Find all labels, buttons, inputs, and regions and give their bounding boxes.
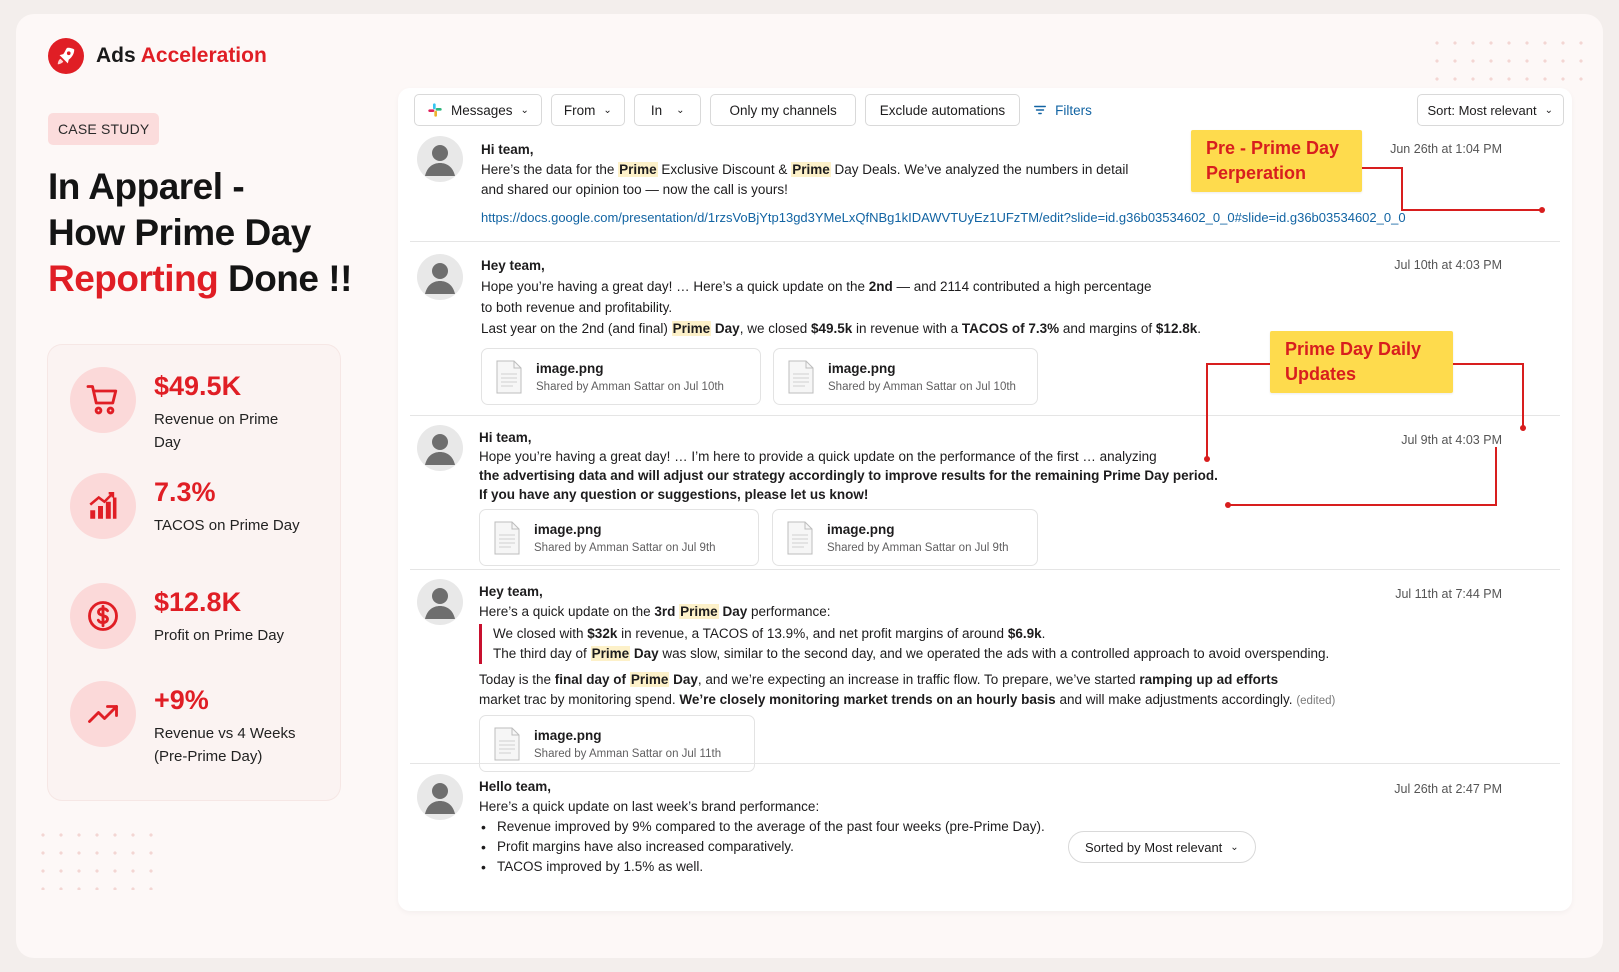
in-dropdown[interactable] [634,94,702,126]
divider [410,415,1560,416]
stat-revenue [70,367,304,454]
file-meta: Shared by Amman Sattar on Jul 9th [827,541,1009,554]
message-body [479,777,1045,877]
annotation-pre-prime-day: Pre - Prime Day Perperation [1191,130,1362,192]
file-name: image.png [827,521,895,537]
sorted-by-button[interactable] [1068,831,1256,863]
file-attachment[interactable] [772,509,1038,566]
stat-label: Revenue vs 4 Weeks (Pre-Prime Day) [154,725,296,765]
message-body [481,256,1201,339]
message-greeting: Hi team, [479,430,532,445]
avatar [417,425,463,471]
file-meta: Shared by Amman Sattar on Jul 11th [534,747,722,760]
only-my-channels-button[interactable] [710,94,855,126]
divider [410,763,1560,764]
divider [410,241,1560,242]
dot-pattern-top-right [1428,34,1590,82]
file-name: image.png [536,360,604,376]
message-timestamp[interactable]: Jul 26th at 2:47 PM [1394,782,1502,796]
exclude-automations-button[interactable] [865,94,1020,126]
avatar [417,579,463,625]
file-attachment[interactable] [479,509,759,566]
sort-dropdown[interactable] [1417,94,1565,126]
stat-label: TACOS on Prime Day [154,517,300,534]
stat-profit [70,583,304,649]
case-study-badge: CASE STUDY [48,113,159,145]
file-icon [496,360,522,394]
filters-button[interactable] [1029,103,1096,118]
file-icon [787,521,813,555]
file-name: image.png [828,360,896,376]
stat-revenue-vs-weeks [70,681,304,768]
slack-icon [427,102,443,118]
stats-card [48,345,340,800]
rocket-icon [48,38,84,74]
stat-label: Profit on Prime Day [154,627,285,644]
message-timestamp[interactable]: Jul 11th at 7:44 PM [1395,587,1502,601]
stat-value: +9% [154,685,209,715]
cart-icon [70,367,136,433]
message-line: Last year on the 2nd (and final) Prime Day, we closed $49.5k in revenue with a TACOS of 7.3% and margins of $12.8k. [481,321,1201,336]
annotation-prime-day-daily: Prime Day Daily Updates [1270,331,1453,393]
message-timestamp[interactable]: Jul 9th at 4:03 PM [1401,433,1502,447]
file-icon [494,727,520,761]
stat-label: Revenue on Prime Day [154,411,279,451]
file-meta: Shared by Amman Sattar on Jul 10th [828,380,1016,393]
message-line: Hope you’re having a great day! … I’m here to provide a quick update on the performance of the first … analyzing [479,449,1157,464]
avatar [417,254,463,300]
dollar-icon [70,583,136,649]
chevron-down-icon: ⌄ [603,104,612,116]
message-line: market trac by monitoring spend. We’re closely monitoring market trends on an hourly basis and will make adjustments accordingly. (edited) [479,692,1336,707]
exclude-automations-label: Exclude automations [879,102,1006,118]
message-line: to both revenue and profitability. [481,300,673,315]
stat-value: $12.8K [154,587,242,617]
filter-icon [1033,103,1047,117]
file-icon [788,360,814,394]
stat-value: 7.3% [154,477,216,507]
from-label: From [563,102,596,118]
message-line: If you have any question or suggestions, please let us know! [479,487,869,502]
messages-dropdown[interactable] [414,94,542,126]
list-item: • Revenue improved by 9% compared to the average of the past four weeks (pre-Prime Day). [479,817,1045,837]
stat-value: $49.5K [154,371,242,401]
in-label: In [650,102,663,118]
file-icon [494,521,520,555]
message-line: Here’s a quick update on the 3rd Prime Day performance: [479,604,831,619]
filter-toolbar [414,94,1096,126]
message-line: Today is the final day of Prime Day, and we’re expecting an increase in traffic flow. To prepare, we’ve started ramping up ad efforts [479,672,1279,687]
sorted-by-label: Sorted by Most relevant [1085,839,1223,855]
message-greeting: Hello team, [479,779,552,794]
filters-label: Filters [1055,102,1092,118]
message-search-panel [398,88,1572,911]
page-title: In Apparel - How Prime Day Reporting Done !! [48,166,352,299]
bullet-list [479,817,1045,877]
messages-label: Messages [451,102,513,118]
file-attachment[interactable] [481,348,761,405]
message-line: Here’s a quick update on last week’s brand performance: [479,799,820,814]
message-line: the advertising data and will adjust our strategy accordingly to improve results for the remaining Prime Day period. [479,468,1218,483]
message-line: and shared our opinion too — now the call is yours! [481,182,788,197]
chevron-down-icon: ⌄ [1230,841,1239,853]
divider [410,569,1560,570]
list-item: • Profit margins have also increased comparatively. [479,837,1045,857]
message-greeting: Hey team, [479,584,543,599]
message-body [479,582,1335,711]
chevron-down-icon: ⌄ [1544,104,1553,116]
bar-chart-icon [70,473,136,539]
chevron-down-icon: ⌄ [676,104,685,116]
only-my-channels-label: Only my channels [729,102,837,118]
sort-label: Sort: Most relevant [1427,102,1537,118]
avatar [417,774,463,820]
file-name: image.png [534,521,602,537]
avatar [417,136,463,182]
dot-pattern-bottom-left [34,826,160,890]
stat-tacos [70,473,304,539]
message-timestamp[interactable]: Jul 10th at 4:03 PM [1394,258,1502,272]
quote-block: We closed with $32k in revenue, a TACOS of 13.9%, and net profit margins of around $6.9k. The third day of Prime Day was slow, similar to the second day, and we operated the ads with a controlled approach to avoid overspending. [479,624,1335,664]
presentation-link[interactable]: https://docs.google.com/presentation/d/1rzsVoBjYtp13gd3YMeLxQfNBg1kIDAWVTUyEz1UFzTM/edit?slide=id.g36b03534602_0_0#slide=id.g36b03534602_0_0 [481,210,1406,225]
file-name: image.png [534,727,602,743]
brand [48,38,267,74]
message-line: Hope you’re having a great day! … Here’s a quick update on the 2nd — and 2114 contributed a high percentage [481,279,1152,294]
file-attachment[interactable] [773,348,1038,405]
message-body [479,428,1218,504]
file-meta: Shared by Amman Sattar on Jul 9th [534,541,716,554]
message-line: Here’s the data for the Prime Exclusive Discount & Prime Day Deals. We’ve analyzed the numbers in detail [481,162,1129,177]
chevron-down-icon: ⌄ [520,104,529,116]
brand-name: Ads Acceleration [96,44,267,67]
message-timestamp[interactable]: Jun 26th at 1:04 PM [1390,142,1502,156]
from-dropdown[interactable] [551,94,625,126]
trend-up-icon [70,681,136,747]
list-item: • TACOS improved by 1.5% as well. [479,857,1045,877]
file-meta: Shared by Amman Sattar on Jul 10th [536,380,724,393]
message-greeting: Hi team, [481,142,534,157]
message-greeting: Hey team, [481,258,545,273]
